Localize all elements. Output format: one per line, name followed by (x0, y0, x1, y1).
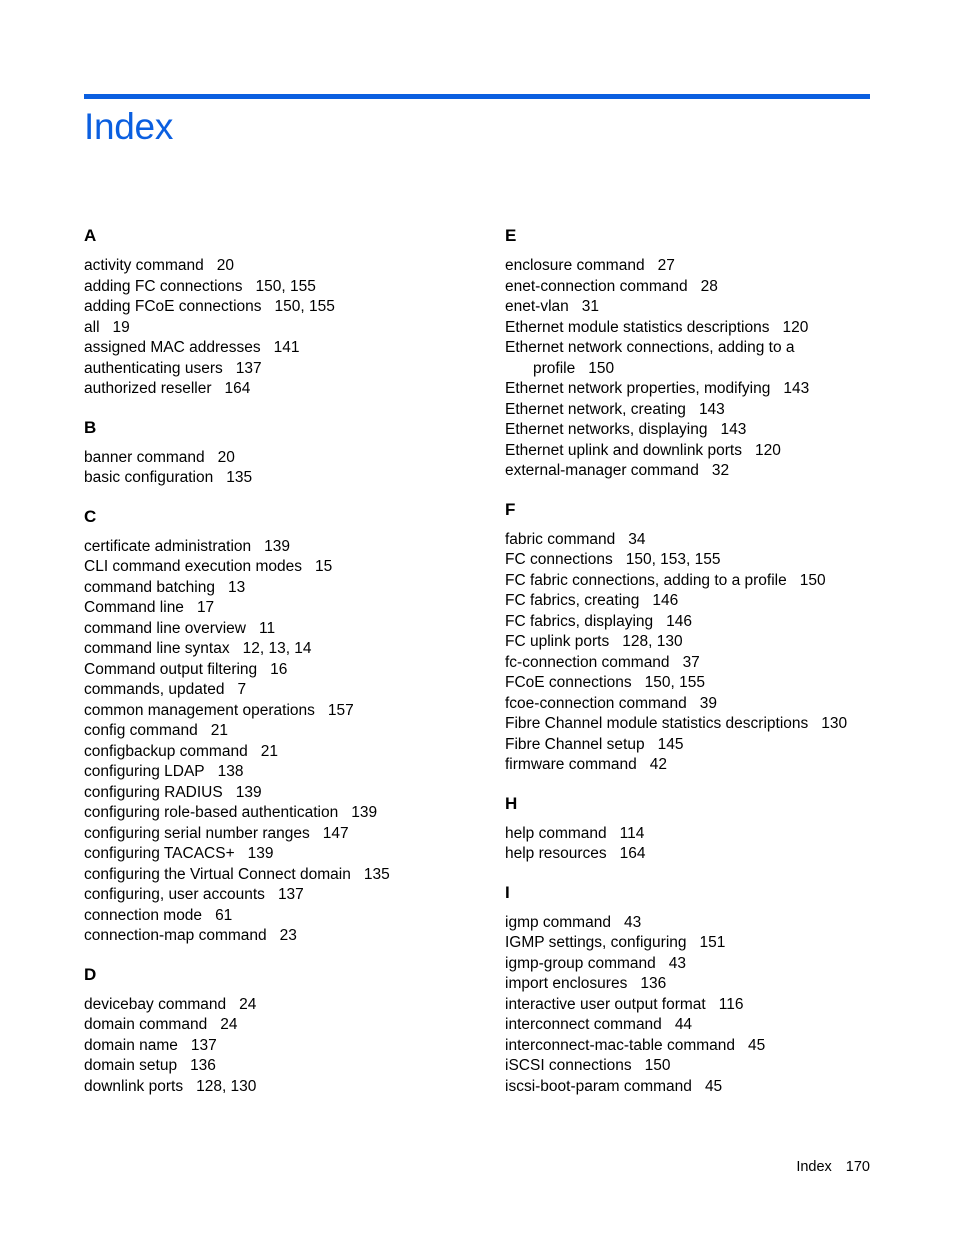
index-term: FC fabrics, displaying (505, 612, 654, 630)
page-reference[interactable]: 31 (581, 298, 600, 315)
index-term: firmware command (505, 756, 637, 773)
page-reference[interactable]: 34 (628, 530, 646, 548)
page-reference[interactable]: 136 (640, 975, 667, 992)
index-entry (84, 1015, 484, 1036)
index-term: common management operations (84, 701, 315, 719)
page-reference[interactable]: 24 (220, 1016, 238, 1033)
page-reference[interactable]: 128, 130 (196, 1077, 257, 1095)
index-term: FC connections (505, 551, 613, 568)
index-term: configuring serial number ranges (84, 824, 310, 842)
page-reference[interactable]: 145 (657, 735, 684, 753)
index-term: basic configuration (84, 469, 214, 486)
index-term: Ethernet module statistics descriptions (505, 318, 770, 336)
index-term: fabric command (505, 530, 616, 548)
page-reference[interactable]: 150 (644, 1057, 671, 1074)
index-entry (84, 359, 484, 380)
page-reference[interactable]: 141 (273, 339, 300, 356)
page-reference[interactable]: 45 (704, 1077, 723, 1095)
page-reference[interactable]: 16 (270, 660, 288, 678)
page-reference[interactable]: 139 (235, 783, 262, 801)
index-term: assigned MAC addresses (84, 339, 261, 356)
page-reference[interactable]: 135 (226, 469, 253, 486)
index-term: fcoe-connection command (505, 694, 687, 712)
index-entry (84, 318, 484, 339)
index-term: interactive user output format (505, 995, 706, 1013)
index-term: authorized reseller (84, 380, 212, 397)
page-reference[interactable]: 39 (699, 694, 718, 712)
index-term: configuring LDAP (84, 763, 205, 780)
index-entry (505, 256, 905, 277)
index-column-left (84, 224, 484, 1113)
index-entry (505, 933, 905, 954)
page-reference[interactable]: 147 (322, 824, 349, 842)
page-reference[interactable]: 164 (224, 380, 251, 397)
index-entry (84, 762, 484, 783)
index-entry (84, 926, 484, 947)
index-term: CLI command execution modes (84, 558, 302, 575)
index-entry (84, 906, 484, 927)
page-reference[interactable]: 139 (351, 804, 378, 821)
index-entry (505, 338, 863, 379)
index-entry (84, 865, 484, 886)
index-term: import enclosures (505, 975, 628, 992)
page-reference[interactable]: 138 (217, 763, 244, 780)
index-entry (505, 694, 905, 715)
index-term: domain name (84, 1036, 178, 1054)
index-entry (505, 755, 905, 776)
page-reference[interactable]: 150 (799, 571, 826, 589)
page-reference[interactable]: 27 (657, 257, 675, 274)
page-reference[interactable]: 143 (783, 380, 810, 397)
index-term: devicebay command (84, 995, 227, 1013)
index-entry (84, 379, 484, 400)
index-term: Command output filtering (84, 660, 258, 678)
index-term: adding FCoE connections (84, 298, 262, 315)
index-term: help command (505, 824, 607, 842)
index-column-right (505, 224, 905, 1113)
page-reference[interactable]: 135 (363, 865, 390, 883)
index-term: configbackup command (84, 742, 248, 760)
index-term: enet-connection command (505, 277, 688, 295)
index-term: downlink ports (84, 1077, 184, 1095)
page-reference[interactable]: 128, 130 (622, 633, 683, 650)
index-term: all (84, 318, 100, 336)
index-entry (84, 783, 484, 804)
page-reference[interactable]: 150, 155 (255, 277, 316, 295)
page-reference[interactable]: 11 (258, 619, 276, 637)
index-term: config command (84, 722, 198, 739)
page-reference[interactable]: 116 (718, 995, 744, 1013)
page-reference[interactable]: 151 (699, 934, 726, 951)
page-reference[interactable]: 120 (754, 441, 781, 459)
section-letter: E (505, 226, 517, 245)
page-reference[interactable]: 150, 153, 155 (625, 551, 721, 568)
index-entry (505, 1015, 905, 1036)
index-entry (84, 578, 484, 599)
index-term: igmp command (505, 913, 611, 931)
index-term: Fibre Channel module statistics descriptions (505, 715, 809, 732)
index-term: external-manager command (505, 462, 699, 479)
index-term: activity command (84, 257, 204, 274)
page-reference[interactable]: 37 (682, 653, 700, 671)
index-entry (84, 1077, 484, 1098)
index-term: command line overview (84, 619, 246, 637)
index-entry (84, 598, 484, 619)
index-term: domain setup (84, 1057, 178, 1074)
index-entry (84, 639, 484, 660)
index-entry (505, 995, 905, 1016)
page-reference[interactable]: 43 (623, 913, 642, 931)
section-letter: F (505, 499, 516, 519)
index-term: authenticating users (84, 359, 223, 377)
index-section-h (505, 792, 905, 865)
index-entry (505, 277, 905, 298)
index-term: FC uplink ports (505, 633, 610, 650)
page-reference[interactable]: 23 (279, 927, 297, 944)
page-reference[interactable]: 136 (190, 1057, 216, 1074)
index-section-e (505, 224, 905, 482)
page-reference[interactable]: 143 (720, 421, 747, 438)
index-entry (505, 550, 905, 571)
index-term: command line syntax (84, 640, 230, 657)
index-entry (505, 714, 905, 735)
index-entry (84, 701, 484, 722)
index-section-b (84, 416, 484, 489)
page-reference[interactable]: 43 (668, 954, 687, 972)
page-reference[interactable]: 24 (239, 995, 257, 1013)
page-reference[interactable]: 32 (711, 462, 730, 479)
index-term: configuring TACACS+ (84, 845, 235, 862)
page-reference[interactable]: 114 (619, 824, 645, 842)
index-entry (505, 1077, 905, 1098)
index-section-i (505, 881, 905, 1098)
page-reference[interactable]: 45 (748, 1036, 766, 1054)
index-section-a (84, 224, 484, 400)
page-number: 170 (845, 1159, 870, 1175)
index-term: domain command (84, 1016, 208, 1033)
index-term: FCoE connections (505, 674, 632, 691)
page-reference[interactable]: 146 (666, 612, 693, 630)
page-reference[interactable]: 139 (247, 845, 274, 862)
page-reference[interactable]: 150, 155 (274, 298, 335, 315)
index-entry (84, 277, 484, 298)
index-entry (84, 1056, 484, 1077)
index-entry (505, 844, 905, 865)
section-letter: A (84, 226, 97, 245)
page-reference[interactable]: 15 (314, 558, 333, 575)
page-reference[interactable]: 17 (196, 599, 215, 616)
index-entry (84, 297, 484, 318)
index-entry (505, 612, 905, 633)
index-term: Ethernet uplink and downlink ports (505, 441, 742, 459)
index-entry (505, 530, 905, 551)
index-term: connection-map command (84, 927, 267, 944)
index-entry (505, 673, 905, 694)
index-term: adding FC connections (84, 277, 243, 295)
index-entry (505, 379, 905, 400)
page-reference[interactable]: 44 (674, 1016, 693, 1033)
index-entry (505, 913, 905, 934)
page-title: Index (84, 106, 174, 147)
index-entry (505, 974, 905, 995)
section-letter: I (505, 882, 510, 902)
index-entry (505, 400, 905, 421)
index-entry (84, 680, 484, 701)
index-entry (505, 571, 905, 592)
index-entry (505, 318, 905, 339)
section-letter: H (505, 793, 518, 813)
index-term: configuring, user accounts (84, 886, 265, 903)
page-reference[interactable]: 143 (698, 400, 725, 418)
index-entry (84, 995, 484, 1016)
page-reference[interactable]: 20 (217, 448, 235, 466)
index-term: interconnect-mac-table command (505, 1036, 736, 1054)
index-entry (505, 1036, 905, 1057)
index-entry (505, 653, 905, 674)
index-term: iSCSI connections (505, 1057, 632, 1074)
index-term: enclosure command (505, 257, 645, 274)
index-entry (505, 632, 905, 653)
index-entry (505, 954, 905, 975)
index-entry (84, 448, 484, 469)
page-reference[interactable]: 28 (700, 277, 718, 295)
index-entry (505, 461, 905, 482)
index-entry (84, 537, 484, 558)
index-entry (84, 256, 484, 277)
index-term: Fibre Channel setup (505, 735, 645, 753)
page-reference[interactable]: 150 (588, 359, 615, 377)
index-term: iscsi-boot-param command (505, 1077, 692, 1095)
page-reference[interactable]: 19 (112, 318, 130, 336)
index-entry (84, 803, 484, 824)
index-term: interconnect command (505, 1016, 662, 1033)
index-term: Ethernet network connections, adding to a profile (505, 339, 795, 377)
index-term: Ethernet network properties, modifying (505, 380, 771, 397)
page-reference[interactable]: 146 (652, 592, 679, 609)
page-reference[interactable]: 12, 13, 14 (242, 640, 312, 657)
section-letter: C (84, 506, 97, 526)
index-term: FC fabrics, creating (505, 592, 640, 609)
index-term: certificate administration (84, 537, 252, 555)
page-reference[interactable]: 120 (782, 318, 809, 336)
index-term: configuring role-based authentication (84, 804, 339, 821)
title-rule (84, 94, 870, 99)
page-reference[interactable]: 20 (216, 257, 234, 274)
page-reference[interactable]: 21 (260, 742, 278, 760)
index-term: help resources (505, 845, 607, 862)
index-term: commands, updated (84, 681, 225, 698)
index-entry (505, 735, 905, 756)
index-section-c (84, 505, 484, 947)
index-term: IGMP settings, configuring (505, 934, 687, 951)
page-reference[interactable]: 61 (215, 906, 233, 924)
index-entry (84, 1036, 484, 1057)
index-entry (84, 824, 484, 845)
page-reference[interactable]: 164 (619, 845, 646, 862)
index-term: igmp-group command (505, 954, 656, 972)
index-entry (84, 557, 484, 578)
page-reference[interactable]: 139 (264, 537, 290, 555)
index-term: enet-vlan (505, 298, 569, 315)
index-entry (505, 441, 905, 462)
page-reference[interactable]: 137 (277, 886, 304, 903)
index-entry (84, 468, 484, 489)
page-reference[interactable]: 137 (235, 359, 262, 377)
index-entry (84, 619, 484, 640)
page-reference[interactable]: 150, 155 (644, 674, 705, 691)
index-entry (84, 660, 484, 681)
index-entry (505, 824, 905, 845)
page-reference[interactable]: 21 (210, 722, 228, 739)
page-reference[interactable]: 157 (327, 701, 354, 719)
page-reference[interactable]: 137 (190, 1036, 217, 1054)
index-entry (505, 420, 905, 441)
index-entry (84, 885, 484, 906)
index-term: Ethernet networks, displaying (505, 421, 708, 438)
index-entry (505, 1056, 905, 1077)
index-entry (84, 844, 484, 865)
index-term: connection mode (84, 906, 203, 924)
index-section-f (505, 498, 905, 776)
page-reference[interactable]: 13 (227, 578, 246, 596)
index-term: configuring the Virtual Connect domain (84, 865, 351, 883)
page-reference[interactable]: 42 (649, 756, 668, 773)
page-footer (796, 1157, 870, 1177)
index-entry (505, 297, 905, 318)
page-reference[interactable]: 7 (237, 681, 247, 698)
index-entry (84, 721, 484, 742)
footer-label: Index (796, 1159, 832, 1175)
index-entry (505, 591, 905, 612)
index-term: banner command (84, 448, 205, 466)
index-term: fc-connection command (505, 653, 670, 671)
index-entry (84, 742, 484, 763)
index-term: Ethernet network, creating (505, 400, 686, 418)
index-term: command batching (84, 578, 215, 596)
section-letter: B (84, 417, 97, 437)
index-term: configuring RADIUS (84, 783, 223, 801)
section-letter: D (84, 964, 97, 984)
index-term: Command line (84, 599, 184, 616)
page-reference[interactable]: 130 (821, 715, 848, 732)
index-term: FC fabric connections, adding to a profile (505, 571, 787, 589)
index-section-d (84, 963, 484, 1098)
index-entry (84, 338, 484, 359)
